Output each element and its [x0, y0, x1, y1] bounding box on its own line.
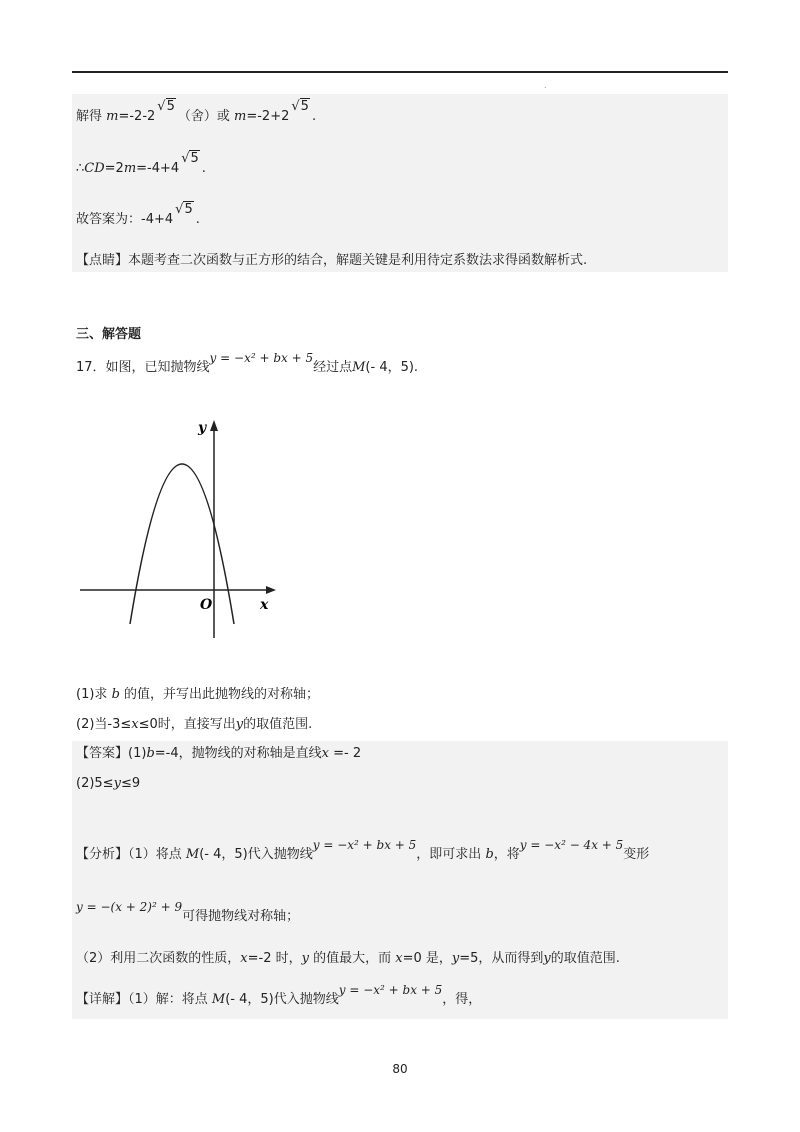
- detail-line: 【详解】（1）解：将点 M(- 4，5)代入抛物线y = −x² + bx + 5，得，: [76, 983, 482, 1007]
- parabola-graph: [80, 418, 280, 648]
- sqrt-symbol: √5: [181, 151, 199, 166]
- sqrt-symbol: √5: [157, 99, 175, 114]
- x-axis-label: x: [260, 597, 269, 613]
- formula-parabola: y = −x² + bx + 5: [209, 351, 314, 365]
- problem-intro: 17．如图，已知抛物线y = −x² + bx + 5经过点M(- 4，5).: [76, 351, 419, 375]
- analysis-line-3: （2）利用二次函数的性质，x=-2 时，y 的值最大，而 x=0 是，y=5，从而得到y的取值范围.: [76, 951, 620, 966]
- sqrt-symbol: √5: [291, 99, 309, 114]
- header-rule: [72, 71, 728, 73]
- answer-line-1: 【答案】(1)b=-4，抛物线的对称轴是直线x =- 2: [76, 746, 362, 761]
- y-axis-label: y: [198, 420, 207, 436]
- key-point-line: 【点睛】本题考查二次函数与正方形的结合，解题关键是利用待定系数法求得函数解析式.: [76, 253, 588, 268]
- analysis-line-1: 【分析】（1）将点 M(- 4，5)代入抛物线y = −x² + bx + 5，即可求出 b，将y = −x² − 4x + 5变形: [76, 838, 650, 862]
- sqrt-symbol: √5: [175, 202, 193, 217]
- x-axis-arrow: [266, 586, 276, 594]
- header-mark: .: [544, 81, 547, 90]
- formula-parabola-b4: y = −x² − 4x + 5: [519, 838, 624, 852]
- answer-block: [72, 741, 728, 1019]
- question-2: (2)当-3≤x≤0时，直接写出y的取值范围.: [76, 717, 313, 732]
- page-number: 80: [392, 1062, 408, 1076]
- y-axis-arrow: [210, 420, 218, 431]
- origin-label: O: [200, 597, 213, 613]
- solution-line-3: 故答案为：-4+4√5.: [76, 202, 200, 227]
- formula-vertex-form: y = −(x + 2)² + 9: [76, 900, 183, 914]
- formula-parabola: y = −x² + bx + 5: [312, 838, 417, 852]
- formula-parabola: y = −x² + bx + 5: [338, 983, 443, 997]
- solution-line-1: 解得 m=-2-2√5（舍）或 m=-2+2√5.: [76, 99, 317, 124]
- parabola-curve: [130, 464, 234, 624]
- answer-line-2: (2)5≤y≤9: [76, 776, 141, 791]
- section-heading: 三、解答题: [76, 327, 142, 342]
- question-1: (1)求 b 的值，并写出此抛物线的对称轴；: [76, 687, 320, 702]
- solution-line-2: ∴CD=2m=-4+4√5.: [76, 151, 206, 176]
- analysis-line-2: y = −(x + 2)² + 9可得抛物线对称轴；: [76, 900, 300, 924]
